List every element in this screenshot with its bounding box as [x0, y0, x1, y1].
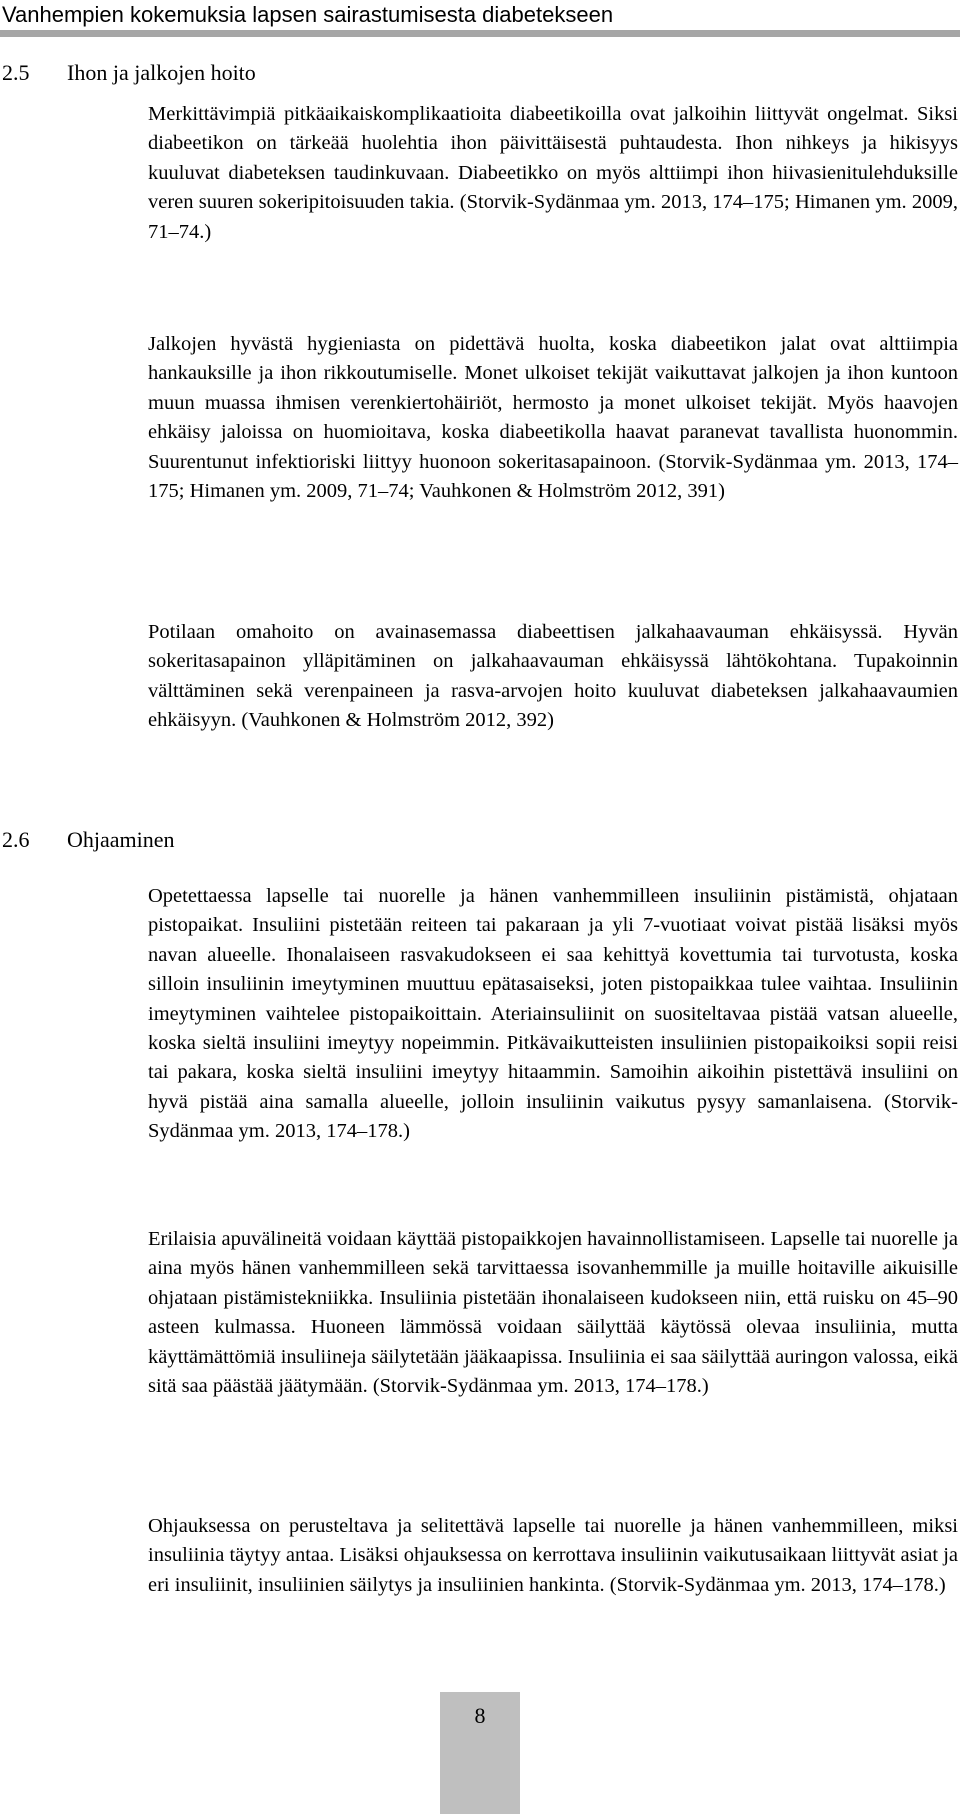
paragraph-injection-technique: Erilaisia apuvälineitä voidaan käyttää pistopaikkojen havainnollistamiseen. Lapselle tai nuorelle ja aina myös hänen vanhemmilleen sekä tarvittaessa isovanhemmille ja muille hoitaville aikuisille ohjataan pistämistekniikka. Insuliinia pistetään ihonalaiseen kudokseen niin, että ruisku on 45–90 asteen kulmassa. Huoneen lämmössä voidaan säilyttää käytössä olevaa insuliinia, mutta käyttämättömiä insuliineja säilytetään jääkaapissa. Insuliinia ei saa säilyttää auringon valossa, eikä sitä saa päästää jäätymään. (Storvik-Sydänmaa ym. 2013, 174–178.) — [148, 1228, 958, 1398]
paragraph-self-care: Potilaan omahoito on avainasemassa diabeettisen jalkahaavauman ehkäisyssä. Hyvän sokeritasapainon ylläpitäminen on jalkahaavauman ehkäisyssä lähtökohtana. Tupakoinnin välttäminen sekä verenpaineen ja rasva-arvojen hoito kuuluvat diabeteksen jalkahaavaumien ehkäisyyn. (Vauhkonen & Holmström 2012, 392) — [148, 621, 958, 732]
running-header-title: Vanhempien kokemuksia lapsen sairastumisesta diabetekseen — [2, 2, 614, 27]
running-header — [0, 0, 960, 36]
section-title: Ihon ja jalkojen hoito — [67, 60, 256, 85]
section-title: Ohjaaminen — [67, 827, 175, 852]
section-heading-2-5 — [2, 58, 256, 88]
section-number: 2.6 — [2, 827, 30, 852]
section-heading-2-6 — [2, 825, 175, 855]
page-number-box — [440, 1692, 520, 1814]
paragraph-guidance: Ohjauksessa on perusteltava ja selitettävä lapselle tai nuorelle ja hänen vanhemmilleen, miksi insuliinia täytyy antaa. Lisäksi ohjauksessa on kerrottava insuliinin vaikutusaikaan liittyvät asiat ja eri insuliinit, insuliinien säilytys ja insuliinien hankinta. (Storvik-Sydänmaa ym. 2013, 174–178.) — [148, 1515, 958, 1596]
page-number: 8 — [474, 1703, 486, 1728]
header-rule — [0, 30, 960, 37]
section-number: 2.5 — [2, 60, 30, 85]
paragraph-injection-sites: Opetettaessa lapselle tai nuorelle ja hänen vanhemmilleen insuliinin pistämistä, ohjataan pistopaikat. Insuliini pistetään reiteen tai pakaraan ja yli 7-vuotiaat voivat pistää lisäksi myös navan alueelle. Ihonalaiseen rasvakudokseen ei saa kehittyä kovettumia tai turvotusta, koska silloin insuliinin imeytyminen muuttuu epätasaiseksi, joten pistopaikkaa tulee vaihtaa. Insuliinin imeytyminen vaihtelee pistopaikoittain. Ateriainsuliinit on suositeltavaa pistää vatsan alueelle, koska sieltä insuliini imeytyy nopeimmin. Pitkävaikutteisten insuliinien pistopaikoiksi sopii reisi tai pakara, koska sieltä insuliini imeytyy hitaammin. Samoihin aikoihin pistettävä insuliini on hyvä pistää aina samalla alueelle, jolloin insuliinin vaikutus pysyy samanlaisena. (Storvik-Sydänmaa ym. 2013, 174–178.) — [148, 885, 958, 1143]
paragraph-skin-care: Merkittävimpiä pitkäaikaiskomplikaatioita diabeetikoilla ovat jalkoihin liittyvät ongelmat. Siksi diabeetikon on tärkeää huolehtia ihon päivittäisestä puhtaudesta. Ihon nihkeys ja hikisyys kuuluvat diabeteksen taudinkuvaan. Diabeetikko on myös alttiimpi ihon hiivasienitulehduksille veren suuren sokeripitoisuuden takia. (Storvik-Sydänmaa ym. 2013, 174–175; Himanen ym. 2009, 71–74.) — [148, 103, 958, 243]
paragraph-foot-hygiene: Jalkojen hyvästä hygieniasta on pidettävä huolta, koska diabeetikon jalat ovat alttiimpia hankauksille ja ihon rikkoutumiselle. Monet ulkoiset tekijät vaikuttavat jalkojen ja ihon kuntoon muun muassa ihmisen verenkiertohäiriöt, hermosto ja monet ulkoiset tekijät. Myös haavojen ehkäisy jaloissa on huomioitava, koska diabeetikolla haavat paranevat tavallista huonommin. Suurentunut infektioriski liittyy huonoon sokeritasapainoon. (Storvik-Sydänmaa ym. 2013, 174–175; Himanen ym. 2009, 71–74; Vauhkonen & Holmström 2012, 391) — [148, 333, 958, 503]
